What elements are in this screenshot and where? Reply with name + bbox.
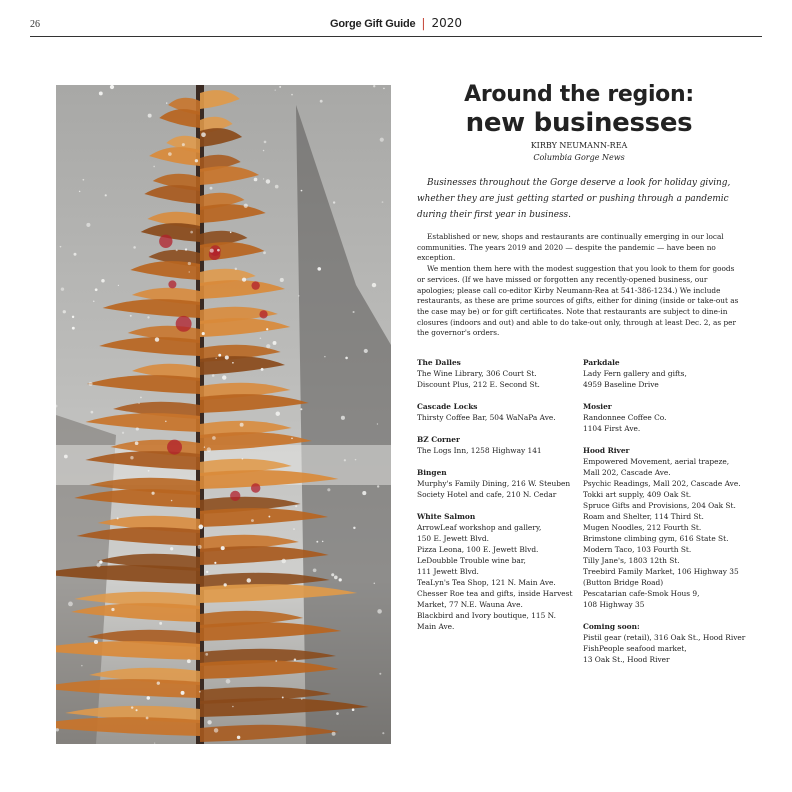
snowflake	[362, 491, 366, 495]
snowflake	[240, 423, 244, 427]
snowflake	[210, 249, 214, 253]
snowflake	[216, 358, 217, 359]
snowflake	[293, 528, 294, 529]
listing-location: Hood River	[583, 446, 630, 455]
snowflake	[353, 527, 355, 529]
snowflake	[188, 262, 191, 265]
body-paragraph: We mention them here with the modest suggestion that you look to them for goods or services. (If we have missed or forgotten any recently-opened business, our apologies; please call co-editor Kirby Neumann-Rea at 541-386-1234.) We include restaurants, as these are prime sources of gifts, either for dining (inside or take-out as the case may be) or for gift certificates. Note that restaurants are subject to dine-in closures (indoors and out) and able to do take-out only, through at least Dec. 2, as per the governor's orders.	[417, 264, 739, 338]
snowflake	[198, 545, 202, 549]
snowflake	[232, 362, 234, 364]
snowflake	[130, 456, 133, 459]
snowflake	[118, 285, 119, 286]
author-name: KIRBY NEUMANN-REA	[530, 141, 628, 150]
snowflake	[301, 698, 302, 699]
red-foliage	[159, 235, 172, 248]
snowflake	[63, 310, 66, 313]
snowflake	[242, 458, 244, 460]
snowflake	[136, 427, 139, 430]
snowflake	[91, 411, 94, 414]
snowflake	[189, 271, 190, 272]
snowflake	[344, 459, 346, 461]
snowflake	[138, 403, 139, 404]
snowflake	[313, 568, 317, 572]
snowflake	[224, 583, 227, 586]
snowflake	[251, 519, 254, 522]
snowflake	[355, 459, 357, 461]
snowflake	[218, 354, 221, 357]
snowflake	[146, 717, 149, 720]
listing-entry: 108 Highway 35	[583, 600, 645, 609]
listing-entry: Spruce Gifts and Provisions, 204 Oak St.	[583, 501, 736, 510]
snowflake	[95, 288, 98, 291]
snowflake	[181, 691, 185, 695]
listing-section	[583, 445, 748, 610]
snowflake	[159, 622, 162, 625]
snowflake	[94, 640, 98, 644]
snowflake	[282, 697, 284, 699]
snowflake	[68, 602, 73, 607]
snowflake	[320, 100, 323, 103]
snowflake	[147, 696, 150, 699]
snowflake	[266, 344, 270, 348]
listing-section	[583, 621, 748, 665]
snowflake	[332, 732, 336, 736]
snowflake	[275, 660, 277, 662]
snowflake	[382, 201, 384, 203]
snowflake	[83, 179, 85, 181]
snowflake	[99, 91, 103, 95]
snowy-tree-photo	[56, 85, 391, 744]
snowflake	[322, 541, 324, 543]
running-header	[0, 16, 792, 30]
snowflake	[61, 287, 64, 290]
snowflake	[133, 246, 136, 249]
snowflake	[148, 114, 152, 118]
snowflake	[60, 246, 62, 248]
snowflake	[201, 132, 206, 137]
snowflake	[81, 665, 82, 666]
listing-entry: (Button Bridge Road)	[583, 578, 664, 587]
listing-section	[417, 357, 582, 390]
listing-location: Parkdale	[583, 358, 620, 367]
snowflake	[263, 251, 266, 254]
red-foliage	[251, 483, 260, 492]
snowflake	[353, 311, 355, 313]
snowflake	[266, 179, 270, 183]
body-paragraph: Established or new, shops and restaurants are continually emerging in our local communities. The years 2019 and 2020 — despite the pandemic — have been no exception.	[417, 232, 724, 263]
red-foliage	[176, 316, 192, 332]
snowflake	[379, 673, 381, 675]
snowflake	[225, 355, 229, 359]
snowflake	[383, 88, 385, 90]
listing-entry: Pizza Leona, 100 E. Jewett Blvd.	[417, 545, 539, 554]
listing-entry: 4959 Baseline Drive	[583, 380, 659, 389]
snowflake	[72, 327, 75, 330]
red-foliage	[230, 491, 240, 501]
listing-section	[583, 357, 748, 390]
snowflake	[148, 470, 150, 472]
snowflake	[316, 541, 318, 543]
snowflake	[295, 505, 297, 507]
listing-entry: 150 E. Jewett Blvd.	[417, 534, 489, 543]
listing-location: BZ Corner	[417, 435, 460, 444]
snowflake	[364, 349, 368, 353]
header-rule	[30, 36, 762, 37]
snowflake	[182, 143, 185, 146]
snowflake	[165, 421, 166, 422]
snowflake	[232, 706, 234, 708]
listing-entry: Thirsty Coffee Bar, 504 WaNaPa Ave.	[417, 413, 556, 422]
snowflake	[377, 609, 382, 614]
listing-entry: Mall 202, Cascade Ave.	[583, 468, 671, 477]
snowflake	[214, 728, 218, 732]
snowflake	[64, 455, 68, 459]
snowflake	[79, 191, 81, 193]
listing-entry: Society Hotel and cafe, 210 N. Cedar	[417, 490, 557, 499]
listing-entry: Brimstone climbing gym, 616 State St.	[583, 534, 729, 543]
snowflake	[268, 516, 270, 518]
listing-entry: Treebird Family Market, 106 Highway 35	[583, 567, 739, 576]
listing-entry: Mugen Noodles, 212 Fourth St.	[583, 523, 702, 532]
listing-entry: Discount Plus, 212 E. Second St.	[417, 380, 540, 389]
snowflake	[382, 732, 384, 734]
article-title	[400, 82, 758, 138]
red-foliage	[168, 280, 176, 288]
snowflake	[263, 178, 264, 179]
listing-entry: Chesser Roe tea and gifts, inside Harvest	[417, 589, 573, 598]
snowflake	[99, 560, 102, 563]
listing-location: Cascade Locks	[417, 402, 478, 411]
listing-entry: Modern Taco, 103 Fourth St.	[583, 545, 692, 554]
snowflake	[153, 166, 155, 168]
snowflake	[372, 283, 376, 287]
snowflake	[261, 368, 264, 371]
snowflake	[317, 267, 321, 271]
listing-entry: Market, 77 N.E. Wauna Ave.	[417, 600, 523, 609]
listing-entry: Main Ave.	[417, 622, 455, 631]
snowflake	[157, 681, 160, 684]
snowflake	[334, 576, 338, 580]
snowflake	[279, 86, 281, 88]
snowflake	[345, 357, 348, 360]
snowflake	[373, 85, 375, 87]
snowflake	[263, 150, 265, 152]
listing-entry: Blackbird and Ivory boutique, 115 N.	[417, 611, 557, 620]
listing-location: White Salmon	[417, 512, 476, 521]
listing-entry: Murphy's Family Dining, 216 W. Steuben	[417, 479, 571, 488]
snowflake	[185, 248, 187, 250]
snowflake	[226, 679, 231, 684]
snowflake	[275, 89, 276, 90]
title-line-2: new businesses	[465, 108, 693, 138]
snowflake	[222, 375, 226, 379]
listing-entry: Pistil gear (retail), 316 Oak St., Hood River	[583, 633, 746, 642]
listing-entry: FishPeople seafood market,	[583, 644, 687, 653]
snowflake	[280, 278, 284, 282]
snowflake	[110, 85, 114, 89]
snowflake	[86, 223, 90, 227]
snowflake	[152, 492, 155, 495]
listing-entry: Psychic Readings, Mall 202, Cascade Ave.	[583, 479, 741, 488]
snowflake	[273, 341, 277, 345]
listing-entry: 13 Oak St., Hood River	[583, 655, 670, 664]
tree-illustration	[56, 85, 391, 744]
snowflake	[199, 525, 204, 530]
snowflake	[202, 332, 205, 335]
red-foliage	[167, 440, 182, 455]
header-separator: |	[421, 16, 426, 30]
snowflake	[101, 279, 105, 283]
author-organization: Columbia Gorge News	[533, 153, 625, 162]
snowflake	[266, 328, 268, 330]
snowflake	[380, 138, 384, 142]
listing-entry: LeDoubble Trouble wine bar,	[417, 556, 526, 565]
snowflake	[327, 488, 330, 491]
snowflake	[136, 709, 138, 711]
snowflake	[130, 315, 132, 317]
snowflake	[170, 547, 173, 550]
snowflake	[244, 204, 248, 208]
snowflake	[195, 159, 198, 162]
listing-entry: Randonnee Coffee Co.	[583, 413, 667, 422]
snowflake	[214, 562, 216, 564]
snowflake	[264, 141, 267, 144]
snowflake	[122, 432, 124, 434]
snowflake	[140, 397, 142, 399]
listing-section	[417, 434, 582, 456]
snowflake	[242, 278, 246, 282]
snowflake	[237, 736, 240, 739]
listings-right-column	[583, 357, 748, 676]
snowflake	[89, 382, 93, 386]
snowflake	[210, 187, 213, 190]
snowflake	[155, 337, 159, 341]
listing-entry: The Logs Inn, 1258 Highway 141	[417, 446, 542, 455]
snowflake	[300, 408, 302, 410]
listing-entry: Lady Fern gallery and gifts,	[583, 369, 687, 378]
snowflake	[117, 517, 119, 519]
listing-entry: TeaLyn's Tea Shop, 121 N. Main Ave.	[417, 578, 556, 587]
title-line-1: Around the region:	[464, 82, 694, 107]
snowflake	[131, 706, 133, 708]
snowflake	[154, 742, 155, 743]
snowflake	[341, 416, 345, 420]
listing-entry: Pescatarian cafe-Smok Hous 9,	[583, 589, 700, 598]
snowflake	[207, 447, 211, 451]
snowflake	[105, 194, 107, 196]
snowflake	[352, 708, 355, 711]
snowflake	[374, 583, 376, 585]
snowflake	[301, 190, 303, 192]
snowflake	[190, 231, 193, 234]
snowflake	[377, 423, 378, 424]
snowflake	[221, 546, 225, 550]
snowflake	[336, 712, 339, 715]
listing-section	[417, 401, 582, 423]
snowflake	[291, 94, 293, 96]
snowflake	[204, 446, 205, 447]
listing-location: Mosier	[583, 402, 612, 411]
snowflake	[281, 559, 285, 563]
snowflake	[205, 653, 208, 656]
snowflake	[298, 295, 299, 296]
snowflake	[294, 658, 296, 660]
snowflake	[176, 249, 178, 251]
snowflake	[377, 485, 379, 487]
article-body	[417, 232, 742, 339]
listing-location: The Dalles	[417, 358, 461, 367]
snowflake	[254, 178, 258, 182]
listing-section	[417, 511, 582, 632]
snowflake	[135, 441, 139, 445]
listing-location: Bingen	[417, 468, 447, 477]
listing-entry: 111 Jewett Blvd.	[417, 567, 479, 576]
snowflake	[333, 201, 335, 203]
snowflake	[217, 249, 220, 252]
snowflake	[230, 232, 232, 234]
snowflake	[93, 300, 95, 302]
snowflake	[235, 268, 237, 270]
snowflake	[212, 436, 216, 440]
listing-entry: 1104 First Ave.	[583, 424, 641, 433]
article-lede: Businesses throughout the Gorge deserve a look for holiday giving, whether they are just getting started or pushing through a pandemic during their first year in business.	[417, 178, 731, 220]
snowflake	[187, 659, 191, 663]
byline	[400, 140, 758, 164]
snowflake	[247, 578, 251, 582]
snowflake	[324, 356, 326, 358]
listing-entry: The Wine Library, 306 Court St.	[417, 369, 537, 378]
snowflake	[96, 563, 100, 567]
snowflake	[171, 500, 173, 502]
snowflake	[74, 253, 77, 256]
snowflake	[339, 578, 342, 581]
listing-section	[583, 401, 748, 434]
listing-entry: Tokki art supply, 409 Oak St.	[583, 490, 692, 499]
listing-section	[417, 467, 582, 500]
page-number: 26	[30, 19, 40, 30]
snowflake	[276, 412, 280, 416]
listing-entry: ArrowLeaf workshop and gallery,	[417, 523, 542, 532]
snowflake	[147, 316, 149, 318]
snowflake	[207, 720, 211, 724]
listing-entry: Tilly Jane's, 1803 12th St.	[583, 556, 680, 565]
snowflake	[206, 571, 208, 573]
red-foliage	[251, 281, 259, 289]
snowflake	[199, 691, 201, 693]
red-foliage	[259, 310, 267, 318]
publication-name: Gorge Gift Guide	[329, 18, 416, 30]
snowflake	[331, 573, 334, 576]
snowflake	[291, 438, 293, 440]
snowflake	[212, 374, 215, 377]
snowflake	[275, 185, 279, 189]
header-year: 2020	[431, 16, 462, 30]
snowflake	[166, 102, 167, 103]
listing-entry: Empowered Movement, aerial trapeze,	[583, 457, 730, 466]
snowflake	[111, 608, 114, 611]
snowflake	[72, 316, 74, 318]
snowflake	[260, 337, 262, 339]
snowflake	[168, 152, 172, 156]
listing-entry: Roam and Shelter, 114 Third St.	[583, 512, 704, 521]
listing-location: Coming soon:	[583, 622, 640, 631]
listings-left-column	[417, 357, 582, 643]
